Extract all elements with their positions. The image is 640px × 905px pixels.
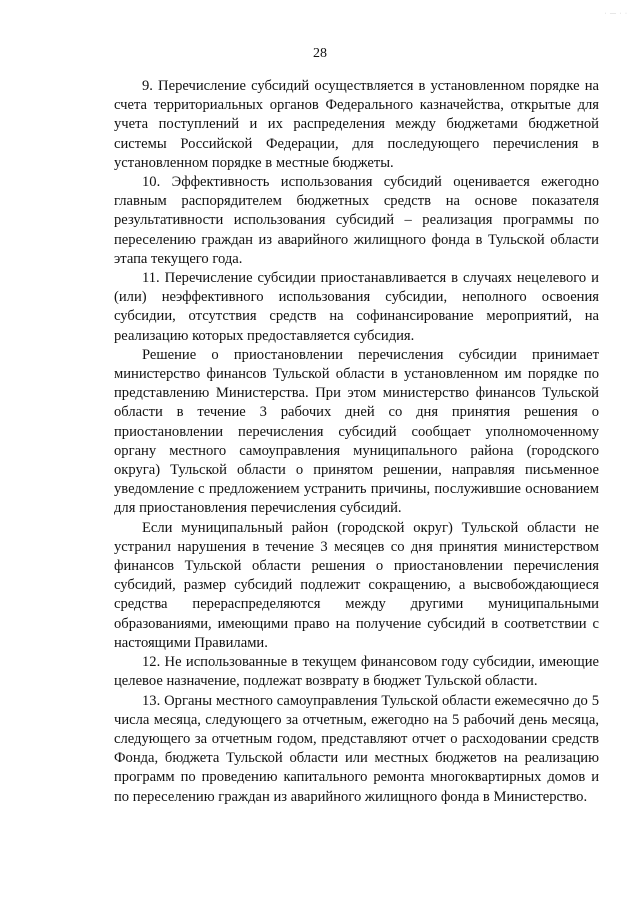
- paragraph-11: 11. Перечисление субсидии приостанавливается в случаях нецелевого и (или) неэффективного использования субсидии, неполного освоения субсидии, отсутствия средств на софинансирование мероприятий, на реализацию которых предоставляется субсидия.: [114, 270, 599, 344]
- paragraph-10: 10. Эффективность использования субсидий оценивается ежегодно главным распорядителем бюджетных средств на основе показателя результативности использования субсидий – реализация программы по переселению граждан из аварийного жилищного фонда в Тульской области этапа текущего года.: [114, 174, 599, 267]
- paragraph-suspension-decision: Решение о приостановлении перечисления субсидии принимает министерство финансов Тульской области в установленном им порядке по представлению Министерства. При этом министерство финансов Тульской области в течение 3 рабочих дней со дня принятия решения о приостановлении перечисления субсидий сообщает уполномоченному органу местного самоуправления муниципального района (городского округа) Тульской области о принятом решении, направляя письменное уведомление с предложением устранить причины, послужившие основанием для приостановления перечисления субсидий.: [114, 346, 599, 517]
- paragraph-violation-not-eliminated: Если муниципальный район (городской округ) Тульской области не устранил нарушения в течение 3 месяцев со дня принятия министерством финансов Тульской области решения о приостановлении перечисления субсидий, размер субсидий подлежит сокращению, а высвобождающиеся средства перераспределяются между другими муниципальными образованиями, имеющими право на получение субсидий в соответствии с настоящими Правилами.: [114, 519, 599, 651]
- paragraph-13: 13. Органы местного самоуправления Тульской области ежемесячно до 5 числа месяца, следующего за отчетным, ежегодно на 5 рабочий день месяца, следующего за отчетным годом, представляют отчет о расходовании средств Фонда, бюджета Тульской области или местных бюджетов на реализацию программ по проведению капитального ремонта многоквартирных домов и по переселению граждан из аварийного жилищного фонда в Министерство.: [114, 692, 599, 805]
- paragraph-9: 9. Перечисление субсидий осуществляется в установленном порядке на счета территориальных органов Федерального казначейства, открытые для учета поступлений и их распределения между бюджетами бюджетной системы Российской Федерации, для последующего перечисления в установленном порядке в местные бюджеты.: [114, 78, 599, 171]
- paragraph-12: 12. Не использованные в текущем финансовом году субсидии, имеющие целевое назначение, подлежат возврату в бюджет Тульской области.: [114, 654, 599, 690]
- document-body: [114, 77, 599, 807]
- corner-scan-mark: · — · ·: [604, 11, 628, 17]
- page-number: 28: [313, 46, 327, 61]
